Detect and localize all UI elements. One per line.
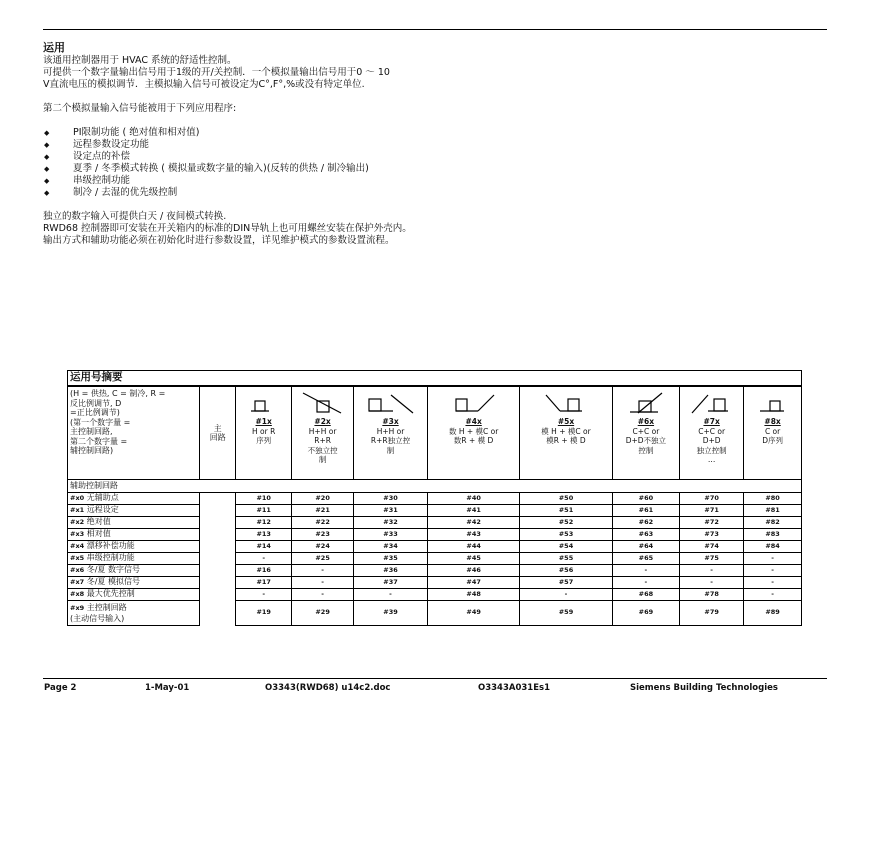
application-section <box>43 42 827 247</box>
table-row: #x7 冬/夏 模拟信号 #17 - #37 #47 #57 - - - <box>68 577 802 589</box>
footer-rule <box>43 678 827 679</box>
column-header-1x: #1x H or R 序列 <box>236 386 292 480</box>
intro-line-3: V直流电压的模拟调节．主模拟输入信号可被设定为C°,F°,%或没有特定单位. <box>43 79 365 90</box>
sequence-cc-dependent-diagram-icon <box>624 391 668 415</box>
closing-line-3: 输出方式和辅助功能必须在初始化时进行参数设置，详见维护模式的参数设置流程。 <box>43 235 395 246</box>
bullet-item: ◆ 制冷 / 去湿的优先级控制 <box>43 187 827 199</box>
column-header-4x: #4x 数 H + 模C or 数R + 模 D <box>427 386 519 480</box>
footer-page: Page 2 <box>44 683 77 693</box>
footer-date: 1-May-01 <box>145 683 190 693</box>
main-loop-header: 主 回路 <box>200 386 236 480</box>
section-title: 运用 <box>43 41 65 54</box>
table-row: #x9 主控制回路 (主动信号输入) #19 #29 #39 #49 #59 #69 #79 #89 <box>68 601 802 626</box>
table-title: 运用号摘要 <box>68 371 802 387</box>
intro-line-2: 可提供一个数字量输出信号用于1级的开/关控制．一个模拟量输出信号用于0 ～ 10 <box>43 67 390 78</box>
table-row: #x6 冬/夏 数字信号 #16 - #36 #46 #56 - - - <box>68 565 802 577</box>
column-header-7x: #7x C+C or D+D 独立控制 … <box>680 386 744 480</box>
column-header-6x: #6x C+C or D+D不独立 控制 <box>612 386 679 480</box>
second-input-line: 第二个模拟量输入信号能被用于下列应用程序: <box>43 103 237 114</box>
table-row: #x8 最大优先控制 - - - #48 - #68 #78 - <box>68 589 802 601</box>
column-header-5x: #5x 模 H + 模C or 模R + 模 D <box>520 386 612 480</box>
sequence-c-diagram-icon <box>754 391 792 415</box>
table-row: #x0 无辅助点 #10 #20 #30 #40 #50 #60 #70 #80 <box>68 493 802 505</box>
sequence-analog-analog-diagram-icon <box>538 391 594 415</box>
bullet-item: ◆ 设定点的补偿 <box>43 151 827 163</box>
table-row: #x3 相对值 #13 #23 #33 #43 #53 #63 #73 #83 <box>68 529 802 541</box>
closing-line-1: 独立的数字输入可提供白天 / 夜间模式转换. <box>43 211 227 222</box>
sequence-h-diagram-icon <box>245 391 283 415</box>
intro-line-1: 该通用控制器用于 HVAC 系统的舒适性控制。 <box>43 55 237 66</box>
aux-loop-header: 辅助控制回路 <box>68 480 236 493</box>
legend-cell: (H = 供热, C = 制冷, R = 反比例调节, D =正比例调节) (第一个数字量 = 主控制回路, 第二个数字量 = 辅控制回路) <box>68 386 200 480</box>
bullet-item: ◆ 串级控制功能 <box>43 175 827 187</box>
sequence-digital-analog-diagram-icon <box>446 391 502 415</box>
table-row: #x4 漂移补偿功能 #14 #24 #34 #44 #54 #64 #74 #84 <box>68 541 802 553</box>
column-header-2x: #2x H+H or R+R 不独立控 制 <box>292 386 354 480</box>
table-row: #x5 串级控制功能 - #25 #35 #45 #55 #65 #75 - <box>68 553 802 565</box>
sequence-hh-dependent-diagram-icon <box>301 391 345 415</box>
header-rule <box>43 29 827 30</box>
bullet-item: ◆ 远程参数设定功能 <box>43 139 827 151</box>
table-row: #x2 绝对值 #12 #22 #32 #42 #52 #62 #72 #82 <box>68 517 802 529</box>
bullet-item: ◆ PI限制功能 ( 绝对值和相对值) <box>43 127 827 139</box>
sequence-hh-independent-diagram-icon <box>363 391 419 415</box>
application-bullet-list <box>43 127 827 199</box>
footer-doc-id: O3343A031Es1 <box>478 683 550 693</box>
application-summary-table <box>67 370 802 626</box>
footer-company: Siemens Building Technologies <box>630 683 778 693</box>
footer-file: O3343(RWD68) u14c2.doc <box>265 683 391 693</box>
sequence-cc-independent-diagram-icon <box>688 391 736 415</box>
column-header-8x: #8x C or D序列 <box>744 386 802 480</box>
bullet-item: ◆ 夏季 / 冬季模式转换 ( 模拟量或数字量的输入)(反转的供热 / 制冷输出) <box>43 163 827 175</box>
table-row: #x1 远程设定 #11 #21 #31 #41 #51 #61 #71 #81 <box>68 505 802 517</box>
column-header-3x: #3x H+H or R+R独立控 制 <box>354 386 428 480</box>
closing-line-2: RWD68 控制器即可安装在开关箱内的标准的DIN导轨上也可用螺丝安装在保护外壳内。 <box>43 223 412 234</box>
